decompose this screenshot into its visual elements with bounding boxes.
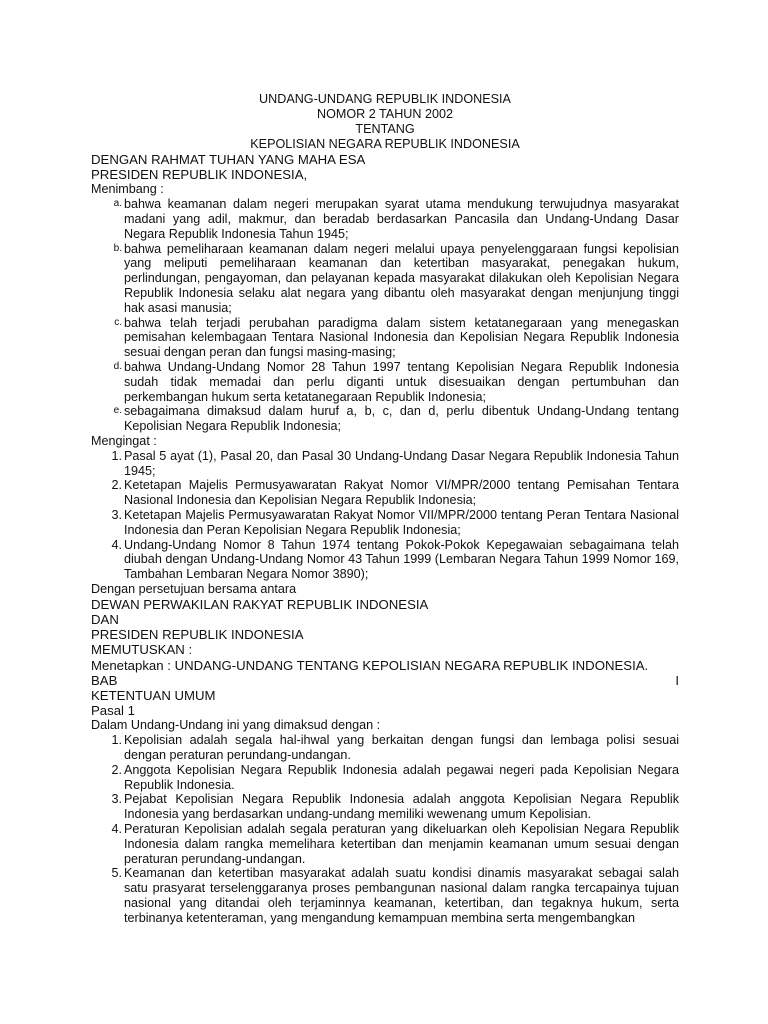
list-marker: 3. <box>111 507 122 522</box>
list-marker: b. <box>113 242 122 254</box>
mengingat-list <box>97 449 679 582</box>
list-item-text: Ketetapan Majelis Permusyawaratan Rakyat Nomor VI/MPR/2000 tentang Pemisahan Tentara Nasional Indonesia dan Kepolisian Negara Republik Indonesia; <box>124 478 679 508</box>
pasal-intro: Dalam Undang-Undang ini yang dimaksud dengan : <box>91 718 381 733</box>
persetujuan-block <box>91 597 679 719</box>
mengingat-heading: Mengingat : <box>91 433 157 448</box>
list-item-text: Peraturan Kepolisian adalah segala peraturan yang dikeluarkan oleh Kepolisian Negara Republik Indonesia dalam rangka memelihara ketertiban dan menjamin keamanan umum sesuai dengan peraturan perundang-undangan. <box>124 821 679 866</box>
list-marker: 5. <box>111 866 122 881</box>
menimbang-item-e <box>97 404 679 434</box>
definition-item-1 <box>97 733 679 763</box>
title-line-4: KEPOLISIAN NEGARA REPUBLIK INDONESIA <box>250 137 520 151</box>
menimbang-item-d <box>97 360 679 404</box>
persetujuan-line: Dengan persetujuan bersama antara <box>91 581 297 596</box>
list-marker: a. <box>113 198 122 210</box>
document-title <box>91 92 679 152</box>
mengingat-item-4 <box>97 538 679 582</box>
menimbang-list <box>97 197 679 434</box>
list-marker: c. <box>114 316 122 328</box>
menimbang-item-c <box>97 316 679 360</box>
bab-heading <box>91 673 679 688</box>
opening-line-1: DENGAN RAHMAT TUHAN YANG MAHA ESA <box>91 152 366 167</box>
title-line-2: NOMOR 2 TAHUN 2002 <box>316 107 453 121</box>
menetapkan-line: Menetapkan : UNDANG-UNDANG TENTANG KEPOLISIAN NEGARA REPUBLIK INDONESIA. <box>91 657 649 673</box>
menimbang-item-a <box>97 197 679 241</box>
presiden-line: PRESIDEN REPUBLIK INDONESIA <box>91 627 304 643</box>
list-marker: e. <box>113 405 122 417</box>
definition-item-5 <box>97 866 679 925</box>
opening <box>91 152 679 182</box>
title-line-3: TENTANG <box>355 122 415 136</box>
mengingat-item-2 <box>97 478 679 508</box>
menimbang-heading: Menimbang : <box>91 182 164 197</box>
list-item-text: Ketetapan Majelis Permusyawaratan Rakyat Nomor VII/MPR/2000 tentang Peran Tentara Nasional Indonesia dan Peran Kepolisian Negara Republik Indonesia; <box>124 507 679 537</box>
list-item-text: bahwa Undang-Undang Nomor 28 Tahun 1997 tentang Kepolisian Negara Republik Indonesia sudah tidak memadai dan perlu diganti untuk disesuaikan dengan pertumbuhan dan perkembangan hukum serta ketatanegaraan Republik Indonesia; <box>124 359 679 404</box>
definition-item-2 <box>97 763 679 793</box>
mengingat-item-3 <box>97 508 679 538</box>
list-item-text: bahwa telah terjadi perubahan paradigma dalam sistem ketatanegaraan yang menegaskan pemisahan kelembagaan Tentara Nasional Indonesia dan Kepolisian Negara Republik Indonesia sesuai dengan peran dan fungsi masing-masing; <box>124 315 679 360</box>
mengingat-item-1 <box>97 449 679 479</box>
list-marker: 3. <box>111 792 122 807</box>
definition-item-3 <box>97 792 679 822</box>
list-marker: 4. <box>111 821 122 836</box>
menimbang-item-b <box>97 242 679 316</box>
bab-title: KETENTUAN UMUM <box>91 687 216 703</box>
list-marker: 2. <box>111 762 122 777</box>
title-line-1: UNDANG-UNDANG REPUBLIK INDONESIA <box>259 92 511 106</box>
pasal-heading: Pasal 1 <box>91 703 135 719</box>
bab-number: I <box>675 672 679 688</box>
bab-label: BAB <box>91 672 118 688</box>
list-item-text: Pejabat Kepolisian Negara Republik Indonesia adalah anggota Kepolisian Negara Republik Indonesia yang berdasarkan undang-undang memiliki wewenang umum Kepolisian. <box>124 792 679 822</box>
definitions-list <box>97 733 679 925</box>
list-marker: 1. <box>111 448 122 463</box>
list-marker: d. <box>113 360 122 372</box>
list-item-text: Undang-Undang Nomor 8 Tahun 1974 tentang Pokok-Pokok Kepegawaian sebagaimana telah diubah dengan Undang-Undang Nomor 43 Tahun 1999 (Lembaran Negara Tahun 1999 Nomor 169, Tambahan Lembaran Negara Nomor 3890); <box>124 537 679 582</box>
list-item-text: Anggota Kepolisian Negara Republik Indonesia adalah pegawai negeri pada Kepolisian Negara Republik Indonesia. <box>124 762 679 792</box>
list-item-text: Pasal 5 ayat (1), Pasal 20, dan Pasal 30 Undang-Undang Dasar Negara Republik Indonesia Tahun 1945; <box>124 448 679 478</box>
list-marker: 4. <box>111 537 122 552</box>
list-item-text: sebagaimana dimaksud dalam huruf a, b, c, dan d, perlu dibentuk Undang-Undang tentang Kepolisian Negara Republik Indonesia; <box>124 404 679 434</box>
dan-line: DAN <box>91 611 119 627</box>
dpr-line: DEWAN PERWAKILAN RAKYAT REPUBLIK INDONESIA <box>91 596 429 612</box>
list-marker: 1. <box>111 733 122 748</box>
list-item-text: bahwa keamanan dalam negeri merupakan syarat utama mendukung terwujudnya masyarakat madani yang adil, makmur, dan beradab berdasarkan Pancasila dan Undang-Undang Dasar Negara Republik Indonesia Tahun 1945; <box>124 197 679 241</box>
list-item-text: Keamanan dan ketertiban masyarakat adalah suatu kondisi dinamis masyarakat sebagai salah satu prasyarat terselenggaranya proses pembangunan nasional dalam rangka tercapainya tujuan nasional yang ditandai oleh terjaminnya keamanan, ketertiban, dan tegaknya hukum, serta terbinanya ketenteraman, yang mengandung kemampuan membina serta mengembangkan <box>124 866 679 925</box>
definition-item-4 <box>97 822 679 866</box>
opening-line-2: PRESIDEN REPUBLIK INDONESIA, <box>91 167 308 183</box>
list-item-text: bahwa pemeliharaan keamanan dalam negeri melalui upaya penyelenggaraan fungsi kepolisian yang meliputi pemeliharaan keamanan dan ketertiban masyarakat, penegakan hukum, perlindungan, pengayoman, dan pelayanan kepada masyarakat dilakukan oleh Kepolisian Negara Republik Indonesia selaku alat negara yang dibantu oleh masyarakat dengan menjunjung tinggi hak asasi manusia; <box>124 241 679 315</box>
list-marker: 2. <box>111 478 122 493</box>
memutuskan-line: MEMUTUSKAN : <box>91 642 193 658</box>
list-item-text: Kepolisian adalah segala hal-ihwal yang berkaitan dengan fungsi dan lembaga polisi sesuai dengan peraturan perundang-undangan. <box>124 733 679 762</box>
